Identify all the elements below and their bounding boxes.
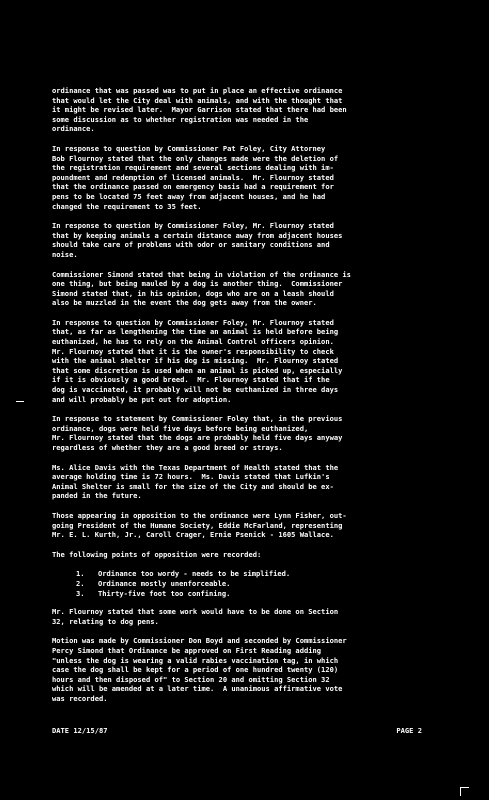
paragraph-ordinance-intro: ordinance that was passed was to put in place an effective ordinance that would let the City deal with animals, and with the thought that it might be revised later. Mayor Garrison stated that there had been some discussion as to whether registration was needed in the ordinance. [52, 86, 347, 134]
list-item-text: Ordinance mostly unenforceable. [98, 578, 231, 588]
paragraph-opposition: Those appearing in opposition to the ordinance were Lynn Fisher, out- going President of the Humane Society, Eddie McFarland, representing Mr. E. L. Kurth, Jr., Caroll Crager, Ernie Psenick - 1605 Wallace. [52, 510, 347, 540]
paragraph-foley-question-3: In response to question by Commissioner Foley, Mr. Flournoy stated that, as far as lengthening the time an animal is held before being euthanized, he has to rely on the Animal Control officers opinion. Mr. Flournoy stated that it is the owner's responsibility to check with the animal shelter if his dog is missing. Mr. Flournoy stated that some discretion is used when an animal is picked up, especially if it is obviously a good breed. Mr. Flournoy stated that if the dog is vaccinated, it probably will not be euthanized in three days and will probably be put out for adoption. [52, 317, 343, 404]
paragraph-foley-question-2: In response to question by Commissioner Foley, Mr. Flournoy stated that by keeping animals a certain distance away from adjacent houses should take care of problems with odor or sanitary conditions and noise. [52, 221, 343, 259]
paragraph-davis-statement: Ms. Alice Davis with the Texas Department of Health stated that the average holding time is 72 hours. Ms. Davis stated that Lufkin's Animal Shelter is small for the size of the City and should be ex- panded in the future. [52, 462, 339, 501]
minutes-body [52, 86, 456, 713]
list-item-text: Thirty-five foot too confining. [98, 588, 231, 598]
list-item-number: 1. [76, 569, 85, 579]
paragraph-simond-statement: Commissioner Simond stated that being in violation of the ordinance is one thing, but being mauled by a dog is another thing. Commissioner Simond stated that, in his opinion, dogs who are on a leash should also be muzzled in the event the dog gets away from the owner. [52, 269, 351, 308]
list-item [52, 579, 456, 589]
opposition-points-list [52, 569, 456, 598]
footer-date: DATE 12/15/87 [52, 726, 108, 735]
corner-mark [460, 787, 469, 796]
paragraph-foley-question-1: In response to question by Commissioner Pat Foley, City Attorney Bob Flournoy stated that the only changes made were the deletion of the registration requirement and several sections dealing with im- poundment and redemption of licensed animals. Mr. Flournoy stated that the ordinance passed on emergency basis had a requirement for pens to be located 75 feet away from adjacent houses, and he had changed the requirement to 35 feet. [52, 143, 339, 211]
footer-page-number: PAGE 2 [396, 726, 422, 735]
page-footer [52, 726, 422, 736]
paragraph-points-intro: The following points of opposition were recorded: [52, 549, 262, 559]
list-item [52, 589, 456, 599]
list-item [52, 569, 456, 579]
list-item-text: Ordinance too wordy - needs to be simplified. [98, 569, 291, 579]
paragraph-section-32: Mr. Flournoy stated that some work would have to be done on Section 32, relating to dog pens. [52, 607, 339, 626]
list-item-number: 3. [76, 588, 85, 598]
paragraph-motion: Motion was made by Commissioner Don Boyd and seconded by Commissioner Percy Simond that Ordinance be approved on First Reading adding "unless the dog is wearing a valid rabies vaccination tag, in which case the dog shall be kept for a period of one hundred twenty (120) hours and then disposed of" to Section 20 and omitting Section 32 which will be amended at a later time. A unanimous affirmative vote was recorded. [52, 636, 347, 703]
paragraph-foley-statement: In response to statement by Commissioner Foley that, in the previous ordinance, dogs were held five days before being euthanized, Mr. Flournoy stated that the dogs are probably held five days anyway regardless of whether they are a good breed or strays. [52, 414, 343, 452]
margin-mark [16, 401, 24, 402]
list-item-number: 2. [76, 578, 85, 588]
